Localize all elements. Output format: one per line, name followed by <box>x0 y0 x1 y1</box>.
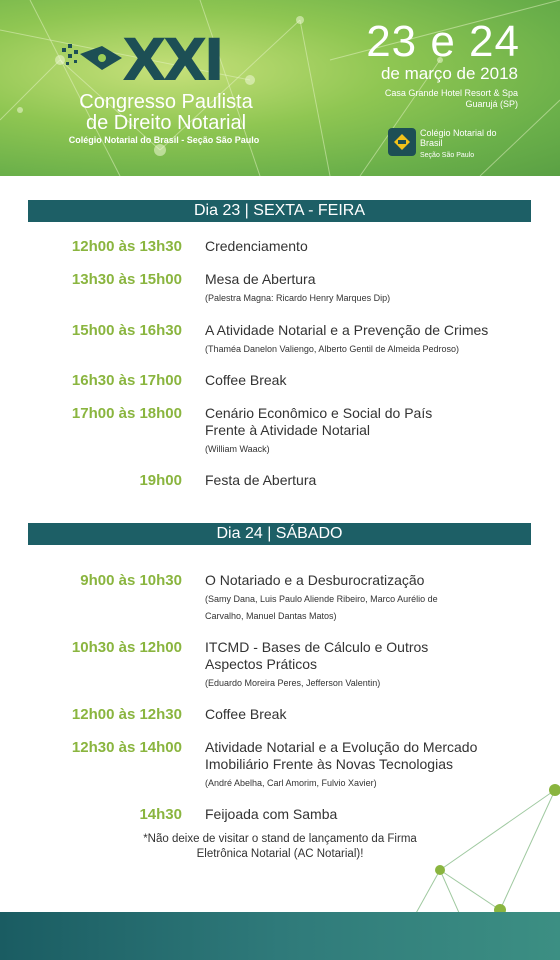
item-time: 9h00 às 10h30 <box>80 572 182 589</box>
item-title: Atividade Notarial e a Evolução do Mercado Imobiliário Frente às Novas Tecnologias <box>205 739 478 772</box>
item-time: 13h30 às 15h00 <box>71 271 182 288</box>
item-title: A Atividade Notarial e a Prevenção de Crimes <box>205 322 489 338</box>
day1-heading: Dia 23 | SEXTA - FEIRA <box>28 200 531 222</box>
congress-subtitle: Colégio Notarial do Brasil - Seção São Paulo <box>68 135 260 145</box>
item-title: Feijoada com Samba <box>205 806 338 822</box>
event-month-year: de março de 2018 <box>380 64 518 83</box>
item-title: Mesa de Abertura <box>205 271 316 287</box>
item-speakers: (Palestra Magna: Ricardo Henry Marques Dip) <box>205 293 391 303</box>
notarial-college-logo-icon <box>388 128 416 156</box>
day2-heading: Dia 24 | SÁBADO <box>28 523 531 545</box>
item-time: 10h30 às 12h00 <box>71 639 182 656</box>
item-speakers: (André Abelha, Carl Amorim, Fulvio Xavier) <box>205 778 377 788</box>
venue-name: Casa Grande Hotel Resort & Spa <box>384 88 518 98</box>
pen-nib-logo <box>62 40 126 80</box>
org-name: Colégio Notarial do Brasil <box>420 128 497 148</box>
edition-numeral: XXI <box>122 26 222 94</box>
event-header <box>0 0 560 176</box>
item-time: 12h30 às 14h00 <box>71 739 182 756</box>
item-title: Coffee Break <box>205 372 287 388</box>
item-speakers: (William Waack) <box>205 444 270 454</box>
item-time: 19h00 <box>139 472 182 489</box>
item-title: ITCMD - Bases de Cálculo e Outros Aspectos Práticos <box>205 639 429 672</box>
venue-city: Guarujá (SP) <box>465 99 518 109</box>
item-speakers: (Samy Dana, Luis Paulo Aliende Ribeiro, Marco Aurélio de Carvalho, Manuel Dantas Matos) <box>205 594 438 621</box>
item-time: 16h30 às 17h00 <box>71 372 182 389</box>
org-section: Seção São Paulo <box>420 152 475 159</box>
item-time: 17h00 às 18h00 <box>71 405 182 422</box>
item-title: Credenciamento <box>205 238 308 254</box>
congress-title: Congresso Paulista de Direito Notarial <box>79 91 253 134</box>
item-time: 12h00 às 12h30 <box>71 706 182 723</box>
footer-band <box>0 912 560 960</box>
item-time: 12h00 às 13h30 <box>71 238 182 255</box>
event-venue <box>348 88 518 110</box>
item-title: Cenário Econômico e Social do País Frente à Atividade Notarial <box>205 405 433 438</box>
item-title: Festa de Abertura <box>205 472 317 488</box>
item-time: 15h00 às 16h30 <box>71 322 182 339</box>
event-dates: 23 e 24 <box>366 17 520 66</box>
item-speakers: (Thaméa Danelon Valiengo, Alberto Gentil de Almeida Pedroso) <box>205 344 459 354</box>
item-time: 14h30 <box>139 806 182 823</box>
item-title: Coffee Break <box>205 706 287 722</box>
item-speakers: (Eduardo Moreira Peres, Jefferson Valentin) <box>205 678 381 688</box>
item-title: O Notariado e a Desburocratização <box>205 572 425 588</box>
stand-note: *Não deixe de visitar o stand de lançamento da Firma Eletrônica Notarial (AC Notarial)! <box>143 833 417 860</box>
